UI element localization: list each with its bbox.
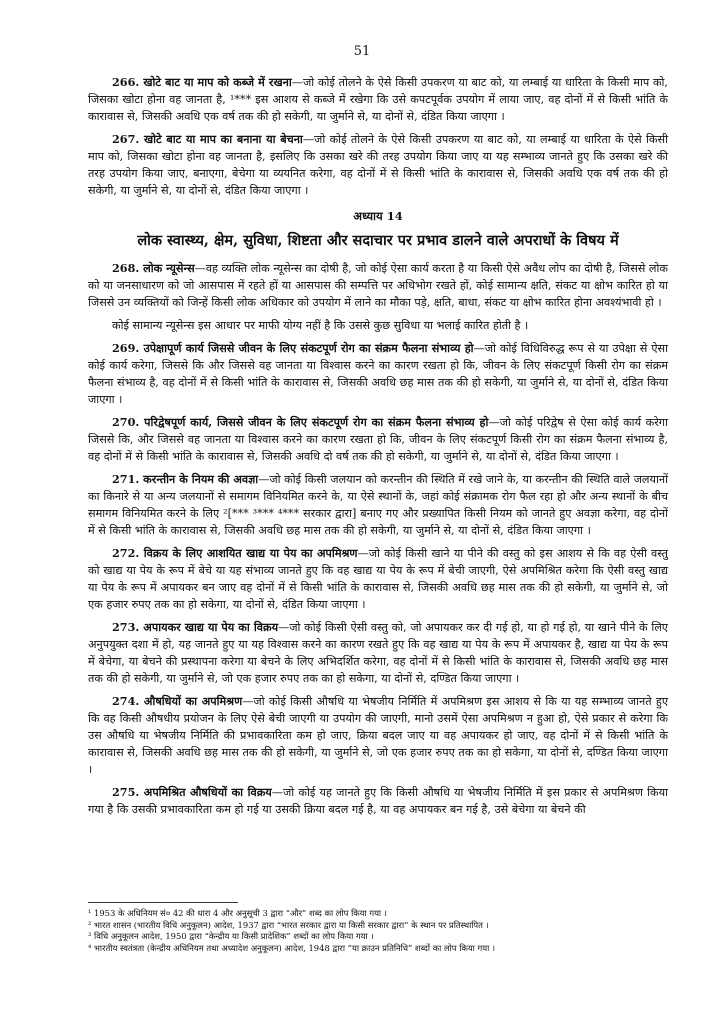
section-heading: 272. विक्रय के लिए आशयित खाद्य या पेय का अपमिश्रण — [112, 546, 358, 560]
section-heading: 275. अपमिश्रित औषधियों का विक्रय — [112, 785, 272, 799]
section-271 — [88, 471, 668, 539]
section-274 — [88, 693, 668, 778]
chapter-title: लोक स्वास्थ्य, क्षेम, सुविधा, शिष्टता और सदाचार पर प्रभाव डालने वाले अपराधों के विषय में — [137, 232, 619, 249]
section-275 — [88, 784, 668, 818]
footnote-1: ¹ 1953 के अधिनियम सं० 42 की धारा 4 और अनुसूची 3 द्वारा “और” शब्द का लोप किया गया । — [88, 908, 387, 918]
page-number: 51 — [353, 44, 371, 59]
section-268 — [88, 260, 668, 311]
section-text: —जो कोई परिद्वेष से ऐसा कोई कार्य करेगा जिससे कि, और जिससे वह जानता या विश्वास करने का कारण रखता हो कि, जीवन के लिए संकटपूर्ण किसी रोग का संक्रम फैलना संभाव्य है, वह दोनों में से किसी भांति के कारावास से, जिसकी अवधि दो वर्ष तक की हो सकेगी, या जुर्माने से, या दोनों से, दंडित किया जाएगा । — [88, 416, 668, 463]
section-heading: 267. खोटे बाट या माप का बनाना या बेचना — [112, 132, 303, 146]
section-text: —जो कोई किसी खाने या पीने की वस्तु को इस आशय से कि वह ऐसी वस्तु को खाद्य या पेय के रूप में बेचे या यह संभाव्य जानते हुए कि वह खाद्य या पेय के रूप में बेची जाएगी, ऐसे अपमिश्रित करेगा कि ऐसी वस्तु खाद्य या पेय के रूप में अपायकर बन जाए वह दोनों में से किसी भांति के कारावास से, जिसकी अवधि छह मास तक की हो सकेगी, या जुर्माने से, जो एक हजार रुपए तक का हो सकेगा, या दोनों से, दंडित किया जाएगा । — [88, 547, 668, 611]
section-text: —जो कोई तोलने के ऐसे किसी उपकरण या बाट को, या लम्बाई या धारिता के किसी माप को, जिसका खोटा होना वह जानता है, ¹*** इस आशय से कब्जे में रखेगा कि उसे कपटपूर्वक उपयोग में लाया जाए, वह दोनों में से किसी भांति के कारावास से, जिसकी अवधि एक वर्ष तक की हो सकेगी, या जुर्माने से, या दोनों से, दंडित किया जाएगा । — [88, 76, 668, 123]
section-268-explanation — [88, 317, 668, 334]
footnote-divider — [88, 902, 238, 903]
section-heading: 269. उपेक्षापूर्ण कार्य जिससे जीवन के लिए संकटपूर्ण रोग का संक्रम फैलना संभाव्य हो — [112, 341, 474, 355]
section-heading: 271. करन्तीन के नियम की अवज्ञा — [112, 472, 259, 486]
footnote-3: ³ विधि अनुकूलन आदेश, 1950 द्वारा “केन्द्रीय या किसी प्रादेशिक” शब्दों का लोप किया गया । — [88, 931, 374, 941]
section-text: कोई सामान्य न्यूसेन्स इस आधार पर माफी योग्य नहीं है कि उससे कुछ सुविधा या भलाई कारित होती है । — [112, 319, 529, 332]
section-273 — [88, 619, 668, 687]
footnote-4: ⁴ भारतीय स्वतंत्रता (केन्द्रीय अधिनियम तथा अध्यादेश अनुकूलन) आदेश, 1948 द्वारा “या क्राउन प्रतिनिधि” शब्दों का लोप किया गया । — [88, 942, 496, 953]
section-text: —जो कोई किसी औषधि या भेषजीय निर्मिति में अपमिश्रण इस आशय से कि या यह सम्भाव्य जानते हुए कि वह किसी औषधीय प्रयोजन के लिए ऐसे बेची जाएगी या उपयोग की जाएगी, मानो उसमें ऐसा अपमिश्रण न हुआ हो, ऐसे प्रकार से करेगा कि उस औषधि या भेषजीय निर्मिति की प्रभावकारिता कम हो जाए, क्रिया बदल जाए या वह अपायकर हो जाए, वह दोनों में से किसी भांति के कारावास से, जिसकी अवधि छह मास तक की हो सकेगी, या जुर्माने से, जो एक हजार रुपए तक का हो सकेगा, या दोनों से, दण्डित किया जाएगा । — [88, 695, 669, 776]
section-text: —जो कोई विधिविरुद्ध रूप से या उपेक्षा से ऐसा कोई कार्य करेगा, जिससे कि और जिससे वह जानता या विश्वास करने का कारण रखता हो कि, जीवन के लिए संकटपूर्ण किसी रोग का संक्रम फैलना संभाव्य है, वह दोनों में से किसी भांति के कारावास से, जिसकी अवधि छह मास तक की हो सकेगी, या जुर्माने से, या दोनों से, दंडित किया जाएगा । — [88, 342, 668, 406]
section-text: —जो कोई किसी ऐसी वस्तु को, जो अपायकर कर दी गई हो, या हो गई हो, या खाने पीने के लिए अनुपयुक्त दशा में हो, यह जानते हुए या यह विश्वास करने का कारण रखते हुए कि वह खाद्य या पेय के रूप में अपायकर है, खाद्य या पेय के रूप में बेचेगा, या बेचने की प्रस्थापना करेगा या बेचने के लिए अभिदर्शित करेगा, वह दोनों में से किसी भांति के कारावास से, जिसकी अवधि छह मास तक की हो सकेगी, या जुर्माने से, जो एक हजार रुपए तक का हो सकेगा, या दोनों से, दण्डित किया जाएगा । — [88, 621, 668, 685]
section-heading: 268. लोक न्यूसेन्स — [112, 261, 195, 275]
footnotes — [88, 908, 668, 954]
section-267 — [88, 131, 668, 199]
section-heading: 273. अपायकर खाद्य या पेय का विक्रय — [112, 620, 279, 634]
section-270 — [88, 414, 668, 465]
section-text: —जो कोई तोलने के ऐसे किसी उपकरण या बाट को, या लम्बाई या धारिता के ऐसे किसी माप को, जिसका खोटा होना वह जानता है, इसलिए कि उसका खरे की तरह उपयोग किया जाए या यह सम्भाव्य जानते हुए कि उसका खरे की तरह उपयोग किया जाए, बनाएगा, बेचेगा या व्ययनित करेगा, वह दोनों में से किसी भांति के कारावास से, जिसकी अवधि एक वर्ष तक की हो सकेगी, या जुर्माने से, या दोनों से, दंडित किया जाएगा । — [88, 133, 668, 197]
chapter-label: अध्याय 14 — [353, 209, 403, 223]
section-272 — [88, 545, 668, 613]
section-text: —जो कोई किसी जलयान को करन्तीन की स्थिति में रखे जाने के, या करन्तीन की स्थिति वाले जलयानों का किनारे से या अन्य जलयानों से समागम विनियमित करने के, या ऐसे स्थानों के, जहां कोई संक्रामक रोग फैल रहा हो और अन्य स्थानों के बीच समागम विनियमित करने के लिए ²[*** ³*** ⁴*** सरकार द्वारा] बनाए गए और प्रख्यापित किसी नियम को जानते हुए अवज्ञा करेगा, वह दोनों में से किसी भांति के कारावास से, जिसकी अवधि छह मास तक की हो सकेगी, या जुर्माने से, या दोनों से, दंडित किया जाएगा । — [88, 473, 668, 537]
section-heading: 274. औषधियों का अपमिश्रण — [112, 694, 243, 708]
section-heading: 266. खोटे बाट या माप को कब्जे में रखना — [112, 75, 292, 89]
footnote-2: ² भारत शासन (भारतीय विधि अनुकूलन) आदेश, 1937 द्वारा “भारत सरकार द्वारा या किसी सरकार द्वारा” के स्थान पर प्रतिस्थापित । — [88, 919, 489, 930]
section-heading: 270. परिद्वेषपूर्ण कार्य, जिससे जीवन के लिए संकटपूर्ण रोग का संक्रम फैलना संभाव्य हो — [112, 415, 489, 429]
section-text: —जो कोई यह जानते हुए कि किसी औषधि या भेषजीय निर्मिति में इस प्रकार से अपमिश्रण किया गया है कि उसकी प्रभावकारिता कम हो गई या उसकी क्रिया बदल गई है, या वह अपायकर बन गई है, उसे बेचेगा या बेचने की — [88, 786, 668, 816]
page-body — [88, 74, 668, 824]
section-269 — [88, 340, 668, 408]
section-266 — [88, 74, 668, 125]
section-text: —वह व्यक्ति लोक न्यूसेन्स का दोषी है, जो कोई ऐसा कार्य करता है या किसी ऐसे अवैध लोप का दोषी है, जिससे लोक को या जनसाधारण को जो आसपास में रहते हों या आसपास की सम्पत्ति पर अधिभोग रखते हों, कोई सामान्य क्षति, संकट या क्षोभ कारित हो या जिससे उन व्यक्तियों को जिन्हें किसी लोक अधिकार को उपयोग में लाने का मौका पड़े, क्षति, बाधा, संकट या क्षोभ कारित होना अवश्यंभावी हो । — [88, 262, 668, 309]
